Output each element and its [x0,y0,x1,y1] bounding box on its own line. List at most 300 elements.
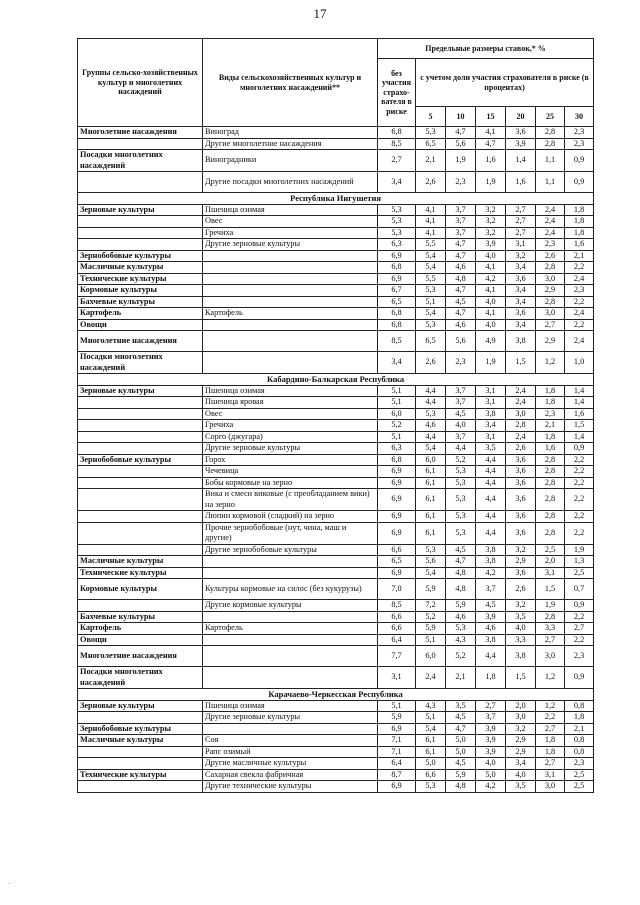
rate-share-cell: 5,5 [416,239,446,251]
crop-group-cell: Зернобобовые культуры [78,250,203,262]
rate-share-cell: 5,4 [416,308,446,320]
table-row [78,273,594,285]
crop-kind-cell: Вика и смеси виковые (с преобладанием вики) на зерно [203,489,378,511]
rate-share-cell: 2,4 [536,227,565,239]
crop-kind-cell: Овес [203,216,378,228]
rate-share-cell: 1,8 [565,712,594,724]
crop-kind-cell: Горох [203,454,378,466]
rate-share-cell: 1,9 [476,172,506,193]
crop-group-cell [78,712,203,724]
table-row [78,556,594,568]
header-group: Группы сельско-хозяйственных культур и многолетних насаждений [78,39,203,127]
table-row [78,127,594,139]
rate-share-cell: 3,6 [506,454,536,466]
rate-share-cell: 2,1 [446,667,476,689]
rate-share-cell: 4,4 [476,489,506,511]
rate-share-cell: 4,8 [446,567,476,579]
rate-share-cell: 5,4 [416,723,446,735]
region-name: Кабардино-Балкарская Республика [78,374,594,386]
rate-share-cell: 4,3 [416,700,446,712]
rate-share-cell: 6,5 [416,331,446,352]
rate-share-cell: 0,9 [565,600,594,612]
rate-no-share-cell: 6,4 [378,634,416,646]
rate-no-share-cell: 6,4 [378,758,416,770]
rate-share-cell: 2,9 [536,331,565,352]
rate-share-cell: 1,9 [536,600,565,612]
rate-share-cell: 6,1 [416,477,446,489]
table-row [78,646,594,667]
rate-share-cell: 3,6 [506,466,536,478]
region-name: Республика Ингушетия [78,193,594,205]
crop-group-cell: Кормовые культуры [78,579,203,600]
insurance-rates-table [77,38,594,793]
rate-share-cell: 3,2 [506,723,536,735]
rate-share-cell: 3,1 [476,385,506,397]
rate-share-cell: 3,9 [476,746,506,758]
rate-share-cell: 3,8 [476,408,506,420]
rate-share-cell: 3,4 [506,319,536,331]
rate-share-cell: 4,5 [446,758,476,770]
rate-share-cell: 3,8 [476,634,506,646]
rate-no-share-cell: 6,9 [378,522,416,544]
rate-share-cell: 3,6 [506,308,536,320]
rate-share-cell: 4,0 [476,758,506,770]
rate-share-cell: 4,0 [446,420,476,432]
rate-share-cell: 1,6 [476,150,506,172]
crop-kind-cell: Гречиха [203,227,378,239]
rate-no-share-cell: 3,4 [378,172,416,193]
rate-share-cell: 6,0 [416,646,446,667]
rate-share-cell: 4,7 [446,723,476,735]
rate-share-cell: 4,5 [446,544,476,556]
rate-no-share-cell: 6,5 [378,296,416,308]
crop-kind-cell: Виноградники [203,150,378,172]
table-row [78,544,594,556]
crop-kind-cell [203,262,378,274]
rate-share-cell: 4,1 [416,204,446,216]
rate-share-cell: 5,5 [416,273,446,285]
table-row [78,579,594,600]
table-row [78,443,594,455]
rate-share-cell: 2,2 [565,511,594,523]
rate-share-cell: 4,6 [446,611,476,623]
rate-share-cell: 3,6 [506,127,536,139]
crop-kind-cell: Бобы кормовые на зерно [203,477,378,489]
rate-share-cell: 3,8 [506,331,536,352]
rate-share-cell: 3,4 [506,285,536,297]
region-name: Карачаево-Черкесская Республика [78,689,594,701]
crop-kind-cell: Другие технические культуры [203,781,378,793]
rate-share-cell: 1,9 [446,150,476,172]
rate-share-cell: 3,1 [536,567,565,579]
crop-group-cell: Овощи [78,319,203,331]
crop-group-cell: Овощи [78,634,203,646]
rate-share-cell: 3,6 [506,477,536,489]
crop-kind-cell [203,285,378,297]
rate-share-cell: 1,2 [536,667,565,689]
table-row [78,239,594,251]
rate-share-cell: 5,3 [416,408,446,420]
rate-share-cell: 5,3 [416,285,446,297]
crop-kind-cell: Пшеница яровая [203,397,378,409]
crop-group-cell [78,239,203,251]
crop-group-cell: Бахчевые культуры [78,611,203,623]
rate-share-cell: 1,6 [565,239,594,251]
crop-group-cell: Технические культуры [78,567,203,579]
crop-group-cell [78,489,203,511]
rate-share-cell: 1,8 [536,397,565,409]
rate-share-cell: 5,3 [446,466,476,478]
rate-share-cell: 0,7 [565,579,594,600]
crop-group-cell: Многолетние насаждения [78,331,203,352]
table-row [78,522,594,544]
crop-group-cell: Посадки многолетних насаждений [78,150,203,172]
rate-share-cell: 5,9 [416,579,446,600]
crop-kind-cell: Чечевица [203,466,378,478]
crop-group-cell [78,216,203,228]
rate-share-cell: 1,2 [536,352,565,374]
rate-share-cell: 3,2 [476,204,506,216]
rate-share-cell: 5,3 [416,127,446,139]
rate-share-cell: 5,1 [416,296,446,308]
crop-kind-cell: Рапс озимый [203,746,378,758]
crop-group-cell: Зерновые культуры [78,385,203,397]
rate-share-cell: 5,6 [446,331,476,352]
crop-kind-cell: Овес [203,408,378,420]
rate-share-cell: 3,2 [506,250,536,262]
rate-no-share-cell: 5,3 [378,216,416,228]
table-row [78,204,594,216]
rate-share-cell: 3,7 [446,397,476,409]
table-row [78,385,594,397]
rate-share-cell: 1,5 [536,579,565,600]
rate-share-cell: 2,3 [565,758,594,770]
rate-share-cell: 3,7 [446,385,476,397]
rate-share-cell: 3,4 [476,420,506,432]
table-row [78,150,594,172]
rate-share-cell: 5,4 [416,567,446,579]
rate-share-cell: 4,0 [476,319,506,331]
rate-share-cell: 3,9 [476,735,506,747]
table-row [78,331,594,352]
rate-share-cell: 3,9 [476,723,506,735]
rate-share-cell: 2,8 [536,489,565,511]
crop-kind-cell [203,667,378,689]
crop-kind-cell: Другие зерновые культуры [203,443,378,455]
table-row [78,352,594,374]
rate-no-share-cell: 6,9 [378,781,416,793]
rate-share-cell: 2,3 [536,408,565,420]
rate-share-cell: 4,4 [476,511,506,523]
rate-share-cell: 5,3 [446,522,476,544]
rate-share-cell: 1,3 [565,556,594,568]
rate-share-cell: 3,9 [506,138,536,150]
rate-no-share-cell: 6,6 [378,623,416,635]
rate-share-cell: 2,1 [536,420,565,432]
rate-share-cell: 5,3 [416,544,446,556]
crop-kind-cell: Пшеница озимая [203,385,378,397]
table-row [78,296,594,308]
rate-share-cell: 1,8 [536,431,565,443]
rate-share-cell: 5,4 [416,250,446,262]
header-share-5: 5 [416,107,446,127]
rate-share-cell: 3,4 [506,296,536,308]
page-number: 17 [313,6,327,21]
table-row [78,454,594,466]
rate-share-cell: 2,6 [536,250,565,262]
rate-share-cell: 2,3 [446,352,476,374]
rate-share-cell: 1,8 [565,216,594,228]
rate-share-cell: 3,0 [536,308,565,320]
crop-kind-cell: Пшеница озимая [203,700,378,712]
crop-kind-cell: Другие зернобобовые культуры [203,544,378,556]
rate-share-cell: 4,0 [476,296,506,308]
crop-kind-cell: Другие зерновые культуры [203,239,378,251]
rate-share-cell: 2,7 [506,204,536,216]
rate-share-cell: 2,6 [416,172,446,193]
rate-share-cell: 4,4 [416,397,446,409]
rate-share-cell: 2,4 [506,431,536,443]
rate-no-share-cell: 7,7 [378,646,416,667]
rate-no-share-cell: 5,1 [378,700,416,712]
crop-kind-cell [203,273,378,285]
rate-share-cell: 3,3 [506,634,536,646]
rate-share-cell: 4,4 [476,477,506,489]
rate-share-cell: 3,2 [476,216,506,228]
rate-share-cell: 2,2 [565,454,594,466]
rate-share-cell: 1,9 [476,352,506,374]
rate-share-cell: 2,6 [506,443,536,455]
rate-share-cell: 2,4 [506,385,536,397]
rate-share-cell: 3,7 [476,579,506,600]
rate-no-share-cell: 6,3 [378,443,416,455]
rate-no-share-cell: 5,3 [378,227,416,239]
table-row [78,781,594,793]
table-row [78,262,594,274]
crop-kind-cell [203,567,378,579]
crop-group-cell [78,138,203,150]
rate-share-cell: 1,2 [536,700,565,712]
rate-share-cell: 2,3 [565,646,594,667]
rate-no-share-cell: 3,1 [378,667,416,689]
crop-group-cell: Многолетние насаждения [78,646,203,667]
rate-share-cell: 2,2 [565,489,594,511]
rate-share-cell: 5,1 [416,712,446,724]
rate-share-cell: 1,8 [476,667,506,689]
rate-share-cell: 2,5 [565,769,594,781]
header-with-share: с учетом доли участия страхователя в риске (в процентах) [416,59,594,107]
rate-share-cell: 2,5 [536,544,565,556]
rate-share-cell: 2,8 [536,511,565,523]
rate-no-share-cell: 6,6 [378,611,416,623]
rate-share-cell: 5,3 [446,511,476,523]
rate-share-cell: 3,2 [506,544,536,556]
rate-share-cell: 5,4 [416,262,446,274]
rate-share-cell: 0,9 [565,443,594,455]
rate-share-cell: 6,0 [416,454,446,466]
rate-share-cell: 2,3 [536,239,565,251]
crop-kind-cell: Люпин кормовой (сладкий) на зерно [203,511,378,523]
crop-group-cell: Посадки многолетних насаждений [78,352,203,374]
crop-kind-cell: Другие посадки многолетних насаждений [203,172,378,193]
rate-share-cell: 5,0 [476,769,506,781]
table-row [78,431,594,443]
rate-share-cell: 2,7 [536,319,565,331]
rate-share-cell: 2,9 [506,735,536,747]
crop-group-cell [78,746,203,758]
crop-kind-cell [203,611,378,623]
rate-share-cell: 6,1 [416,735,446,747]
rate-share-cell: 2,9 [506,746,536,758]
crop-kind-cell: Пшеница озимая [203,204,378,216]
rate-share-cell: 4,3 [446,634,476,646]
rate-share-cell: 5,3 [416,781,446,793]
rate-share-cell: 1,8 [565,204,594,216]
rate-share-cell: 0,9 [565,667,594,689]
rate-no-share-cell: 3,4 [378,352,416,374]
rate-share-cell: 2,9 [506,556,536,568]
rate-share-cell: 5,2 [416,611,446,623]
crop-group-cell: Картофель [78,308,203,320]
rate-share-cell: 2,1 [565,250,594,262]
rate-share-cell: 4,5 [446,408,476,420]
table-row [78,700,594,712]
header-kind: Виды сельскохозяйственных культур и многолетних насаждений** [203,39,378,127]
rate-share-cell: 2,4 [506,397,536,409]
crop-group-cell [78,758,203,770]
rate-share-cell: 1,5 [506,352,536,374]
header-share-20: 20 [506,107,536,127]
rate-share-cell: 1,4 [506,150,536,172]
region-header-row [78,689,594,701]
rate-share-cell: 3,6 [506,567,536,579]
rate-share-cell: 3,9 [476,239,506,251]
rate-share-cell: 3,4 [506,262,536,274]
rate-share-cell: 6,1 [416,489,446,511]
table-row [78,227,594,239]
rate-share-cell: 3,0 [506,712,536,724]
rate-no-share-cell: 5,3 [378,204,416,216]
rate-share-cell: 3,3 [536,623,565,635]
rate-share-cell: 6,1 [416,511,446,523]
rate-share-cell: 2,8 [536,296,565,308]
crop-kind-cell [203,250,378,262]
crop-kind-cell: Другие многолетние насаждения [203,138,378,150]
rate-share-cell: 2,2 [565,262,594,274]
rate-no-share-cell: 6,8 [378,454,416,466]
rate-share-cell: 4,4 [476,522,506,544]
rate-share-cell: 2,8 [536,611,565,623]
crop-group-cell [78,522,203,544]
rate-share-cell: 2,2 [565,319,594,331]
rate-share-cell: 6,1 [416,746,446,758]
rate-share-cell: 4,2 [476,781,506,793]
crop-kind-cell [203,319,378,331]
rate-share-cell: 2,4 [416,667,446,689]
rate-share-cell: 5,3 [446,477,476,489]
rate-share-cell: 3,0 [506,408,536,420]
rate-no-share-cell: 6,9 [378,511,416,523]
rate-share-cell: 4,1 [476,308,506,320]
rate-share-cell: 4,6 [446,262,476,274]
rate-share-cell: 4,4 [416,431,446,443]
table-row [78,250,594,262]
rate-share-cell: 1,6 [506,172,536,193]
rate-share-cell: 1,6 [536,443,565,455]
rate-share-cell: 2,8 [506,420,536,432]
rate-share-cell: 2,4 [565,308,594,320]
table-row [78,466,594,478]
rate-share-cell: 2,8 [536,127,565,139]
rate-share-cell: 0,8 [565,700,594,712]
rate-no-share-cell: 6,9 [378,273,416,285]
rate-no-share-cell: 6,9 [378,250,416,262]
rate-share-cell: 2,3 [446,172,476,193]
header-no-share: без участия страхо-вателя в риске [378,59,416,127]
rate-share-cell: 2,4 [565,273,594,285]
rate-no-share-cell: 6,9 [378,477,416,489]
rate-share-cell: 3,1 [506,239,536,251]
rate-share-cell: 1,5 [506,667,536,689]
rate-share-cell: 4,4 [446,443,476,455]
table-row [78,712,594,724]
rate-share-cell: 5,0 [416,758,446,770]
rate-share-cell: 1,8 [565,227,594,239]
crop-group-cell: Зернобобовые культуры [78,723,203,735]
crop-group-cell: Зерновые культуры [78,204,203,216]
table-row [78,758,594,770]
rate-share-cell: 2,0 [506,700,536,712]
rate-share-cell: 4,6 [446,319,476,331]
crop-group-cell [78,781,203,793]
crop-kind-cell [203,556,378,568]
rate-share-cell: 4,4 [476,466,506,478]
region-header-row [78,374,594,386]
rate-share-cell: 3,7 [446,227,476,239]
rate-share-cell: 5,3 [416,319,446,331]
rate-share-cell: 4,7 [476,138,506,150]
table-row [78,172,594,193]
crop-group-cell [78,431,203,443]
rate-share-cell: 2,3 [565,138,594,150]
crop-kind-cell: Другие масличные культуры [203,758,378,770]
rate-no-share-cell: 6,3 [378,239,416,251]
table-row [78,285,594,297]
rate-share-cell: 2,4 [565,331,594,352]
crop-kind-cell: Сахарная свекла фабричная [203,769,378,781]
table-row [78,216,594,228]
rate-share-cell: 4,2 [476,273,506,285]
rate-share-cell: 2,7 [506,216,536,228]
rate-share-cell: 3,2 [476,227,506,239]
rate-share-cell: 4,1 [416,227,446,239]
table-row [78,420,594,432]
crop-kind-cell [203,634,378,646]
rate-share-cell: 4,5 [446,712,476,724]
rate-share-cell: 3,6 [506,511,536,523]
rate-share-cell: 2,7 [565,623,594,635]
crop-group-cell [78,600,203,612]
region-header-row [78,193,594,205]
rate-share-cell: 3,6 [506,522,536,544]
crop-group-cell: Масличные культуры [78,262,203,274]
crop-group-cell [78,227,203,239]
crop-group-cell: Картофель [78,623,203,635]
crop-kind-cell: Сорго (джугара) [203,431,378,443]
rate-share-cell: 4,1 [476,262,506,274]
rate-share-cell: 2,3 [565,127,594,139]
rate-no-share-cell: 7,1 [378,746,416,758]
